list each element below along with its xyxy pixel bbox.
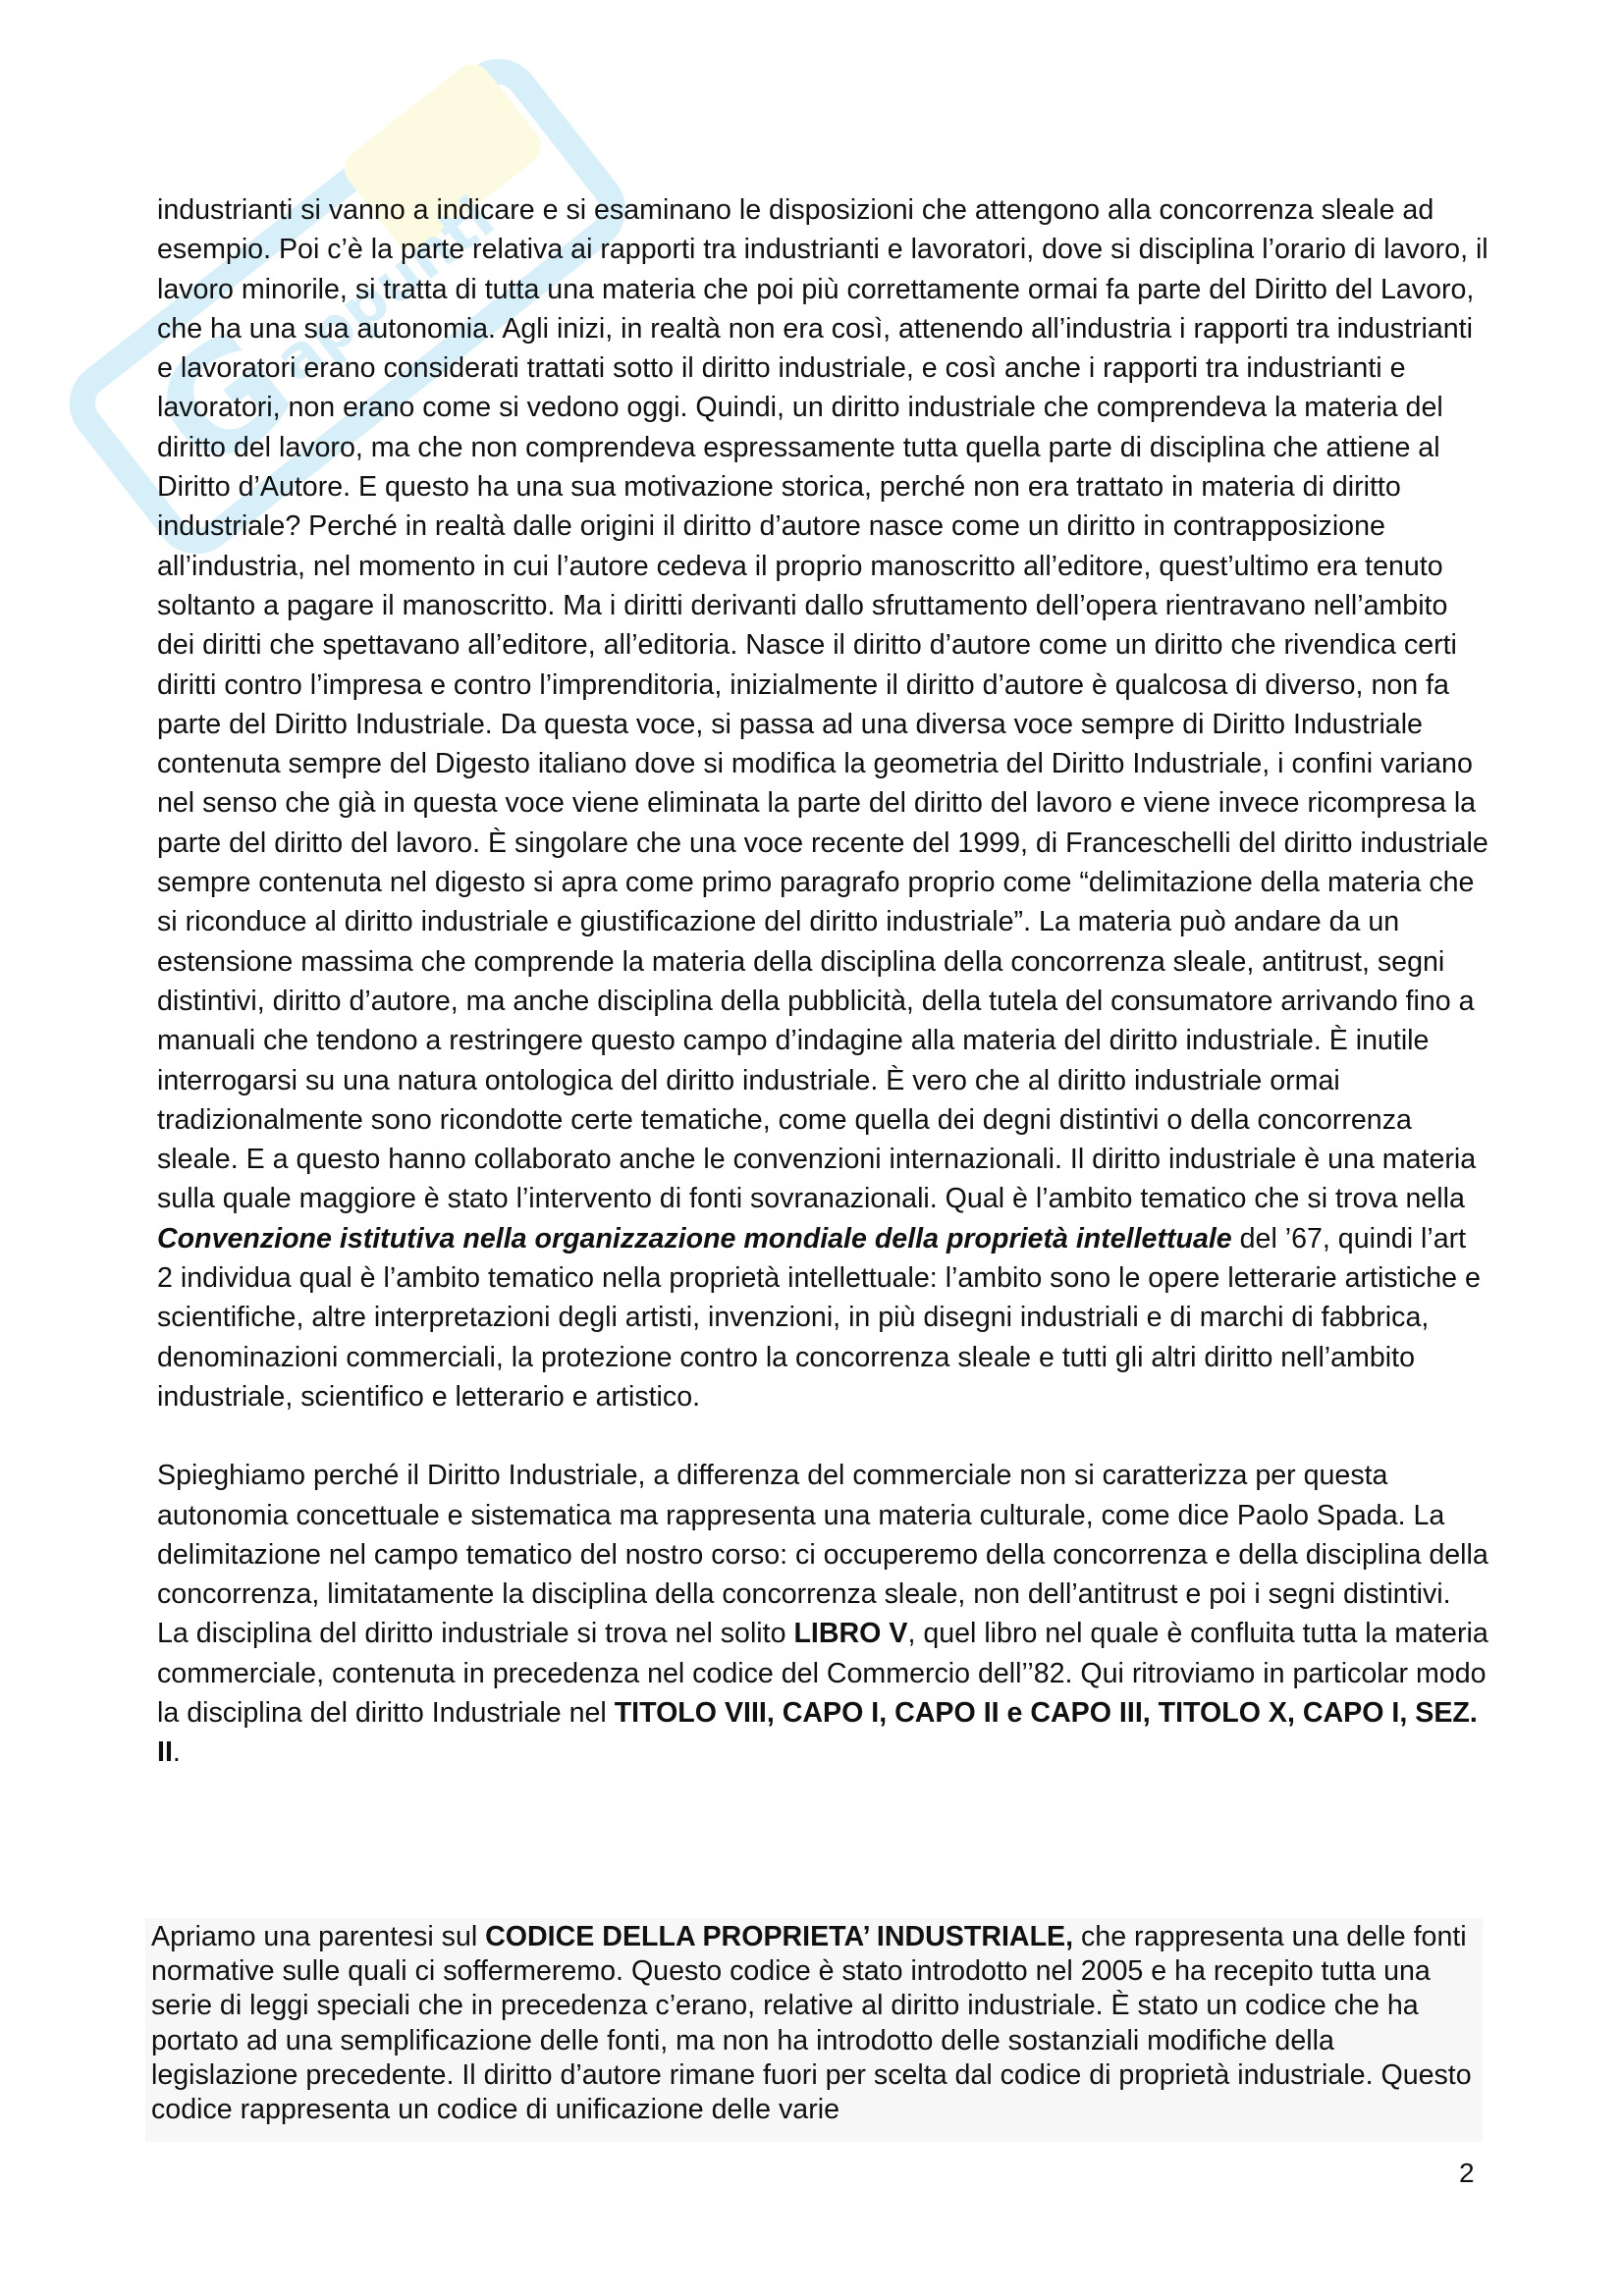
paragraph-2-text-c: . [172, 1736, 181, 1769]
paragraph-2-text-a: Spieghiamo perché il Diritto Industriale, a differenza del commerciale non si caratterizza per questa autonomia concettuale e sistematica ma rappresenta una materia culturale, come dice Paolo Spada. La delimitazione nel campo tematico del nostro corso: ci occuperemo della concorrenza e della disciplina della concorrenza, limitatamente la disciplina della concorrenza sleale, non dell’antitrust e poi i segni distintivi. La disciplina del diritto industriale si trova nel solito [157, 1460, 1488, 1650]
page-number: 2 [1459, 2158, 1475, 2188]
paragraph-2-bold-titolo: TITOLO VIII, CAPO I, CAPO II e CAPO III, TITOLO X, CAPO I, SEZ. II [157, 1696, 1478, 1769]
paragraph-2 [157, 1456, 1488, 1772]
paragraph-2-bold-libro: LIBRO V [793, 1618, 908, 1650]
paragraph-1-emphasis: Convenzione istitutiva nella organizzazione mondiale della proprietà intellettuale [157, 1222, 1232, 1255]
paragraph-1-text-b: del ’67, quindi l’art 2 individua qual è l’ambito tematico nella proprietà intellettuale: l’ambito sono le opere letterarie artistiche e scientifiche, altre interpretazioni degli artisti, invenzioni, in più disegni industriali e di marchi di fabbrica, denominazioni commerciali, la protezione contro la concorrenza sleale e tutti gli altri diritto nell’ambito industriale, scientifico e letterario e artistico. [157, 1222, 1481, 1413]
boxed-text-a: Apriamo una parentesi sul [151, 1921, 486, 1952]
paragraph-1 [157, 190, 1488, 1416]
boxed-paragraph-text [151, 1918, 1483, 2127]
watermark-text: appunti [262, 184, 508, 396]
document-body [157, 190, 1488, 1773]
svg-text:G: G [124, 296, 325, 507]
paragraph-2-text-b: , quel libro nel quale è confluita tutta la materia commerciale, contenuta in precedenza nel codice del Commercio dell’’82. Qui ritroviamo in particolar modo la disciplina del diritto Industriale nel [157, 1618, 1488, 1729]
boxed-bold-codice: CODICE DELLA PROPRIETA’ INDUSTRIALE, [485, 1921, 1074, 1952]
paragraph-1-text-a: industrianti si vanno a indicare e si esaminano le disposizioni che attengono alla concorrenza sleale ad esempio. Poi c’è la parte relativa ai rapporti tra industrianti e lavoratori, dove si disciplina l’orario di lavoro, il lavoro minorile, si tratta di tutta una materia che poi più correttamente ormai fa parte del Diritto del Lavoro, che ha una sua autonomia. Agli inizi, in realtà non era così, attenendo all’industria i rapporti tra industrianti e lavoratori erano considerati trattati sotto il diritto industriale, e così anche i rapporti tra industrianti e lavoratori, non erano come si vedono oggi. Quindi, un diritto industriale che comprendeva la materia del diritto del lavoro, ma che non comprendeva espressamente tutta quella parte di disciplina che attiene al Diritto d’Autore. E questo ha una sua motivazione storica, perché non era trattato in materia di diritto industriale? Perché in realtà dalle origini il diritto d’autore nasce come un diritto in contrapposizione all’industria, nel momento in cui l’autore cedeva il proprio manoscritto all’editore, quest’ultimo era tenuto soltanto a pagare il manoscritto. Ma i diritti derivanti dallo sfruttamento dell’opera rientravano nell’ambito dei diritti che spettavano all’editore, all’editoria. Nasce il diritto d’autore come un diritto che rivendica certi diritti contro l’impresa e contro l’imprenditoria, inizialmente il diritto d’autore è qualcosa di diverso, non fa parte del Diritto Industriale. Da questa voce, si passa ad una diversa voce sempre di Diritto Industriale contenuta sempre del Digesto italiano dove si modifica la geometria del Diritto Industriale, i confini variano nel senso che già in questa voce viene eliminata la parte del diritto del lavoro e viene invece ricompresa la parte del diritto del lavoro. È singolare che una voce recente del 1999, di Franceschelli del diritto industriale sempre contenuta nel digesto si apra come primo paragrafo proprio come “delimitazione della materia che si riconduce al diritto industriale e giustificazione del diritto industriale”. La materia può andare da un estensione massima che comprende la materia della disciplina della concorrenza sleale, antitrust, segni distintivi, diritto d’autore, ma anche disciplina della pubblicità, della tutela del consumatore arrivando fino a manuali che tendono a restringere questo campo d’indagine alla materia del diritto industriale. È inutile interrogarsi su una natura ontologica del diritto industriale. È vero che al diritto industriale ormai tradizionalmente sono ricondotte certe tematiche, come quella dei degni distintivi o della concorrenza sleale. E a questo hanno collaborato anche le convenzioni internazionali. Il diritto industriale è una materia sulla quale maggiore è stato l’intervento di fonti sovranazionali. Qual è l’ambito tematico che si trova nella [157, 194, 1488, 1215]
boxed-paragraph [145, 1918, 1483, 2142]
boxed-text-b: che rappresenta una delle fonti normative sulle quali ci soffermeremo. Questo codice è stato introdotto nel 2005 e ha recepito tutta una serie di leggi speciali che in precedenza c’erano, relative al diritto industriale. È stato un codice che ha portato ad una semplificazione delle fonti, ma non ha introdotto delle sostanziali modifiche della legislazione precedente. Il diritto d’autore rimane fuori per scelta dal codice di proprietà industriale. Questo codice rappresenta un codice di unificazione delle varie [151, 1921, 1472, 2126]
